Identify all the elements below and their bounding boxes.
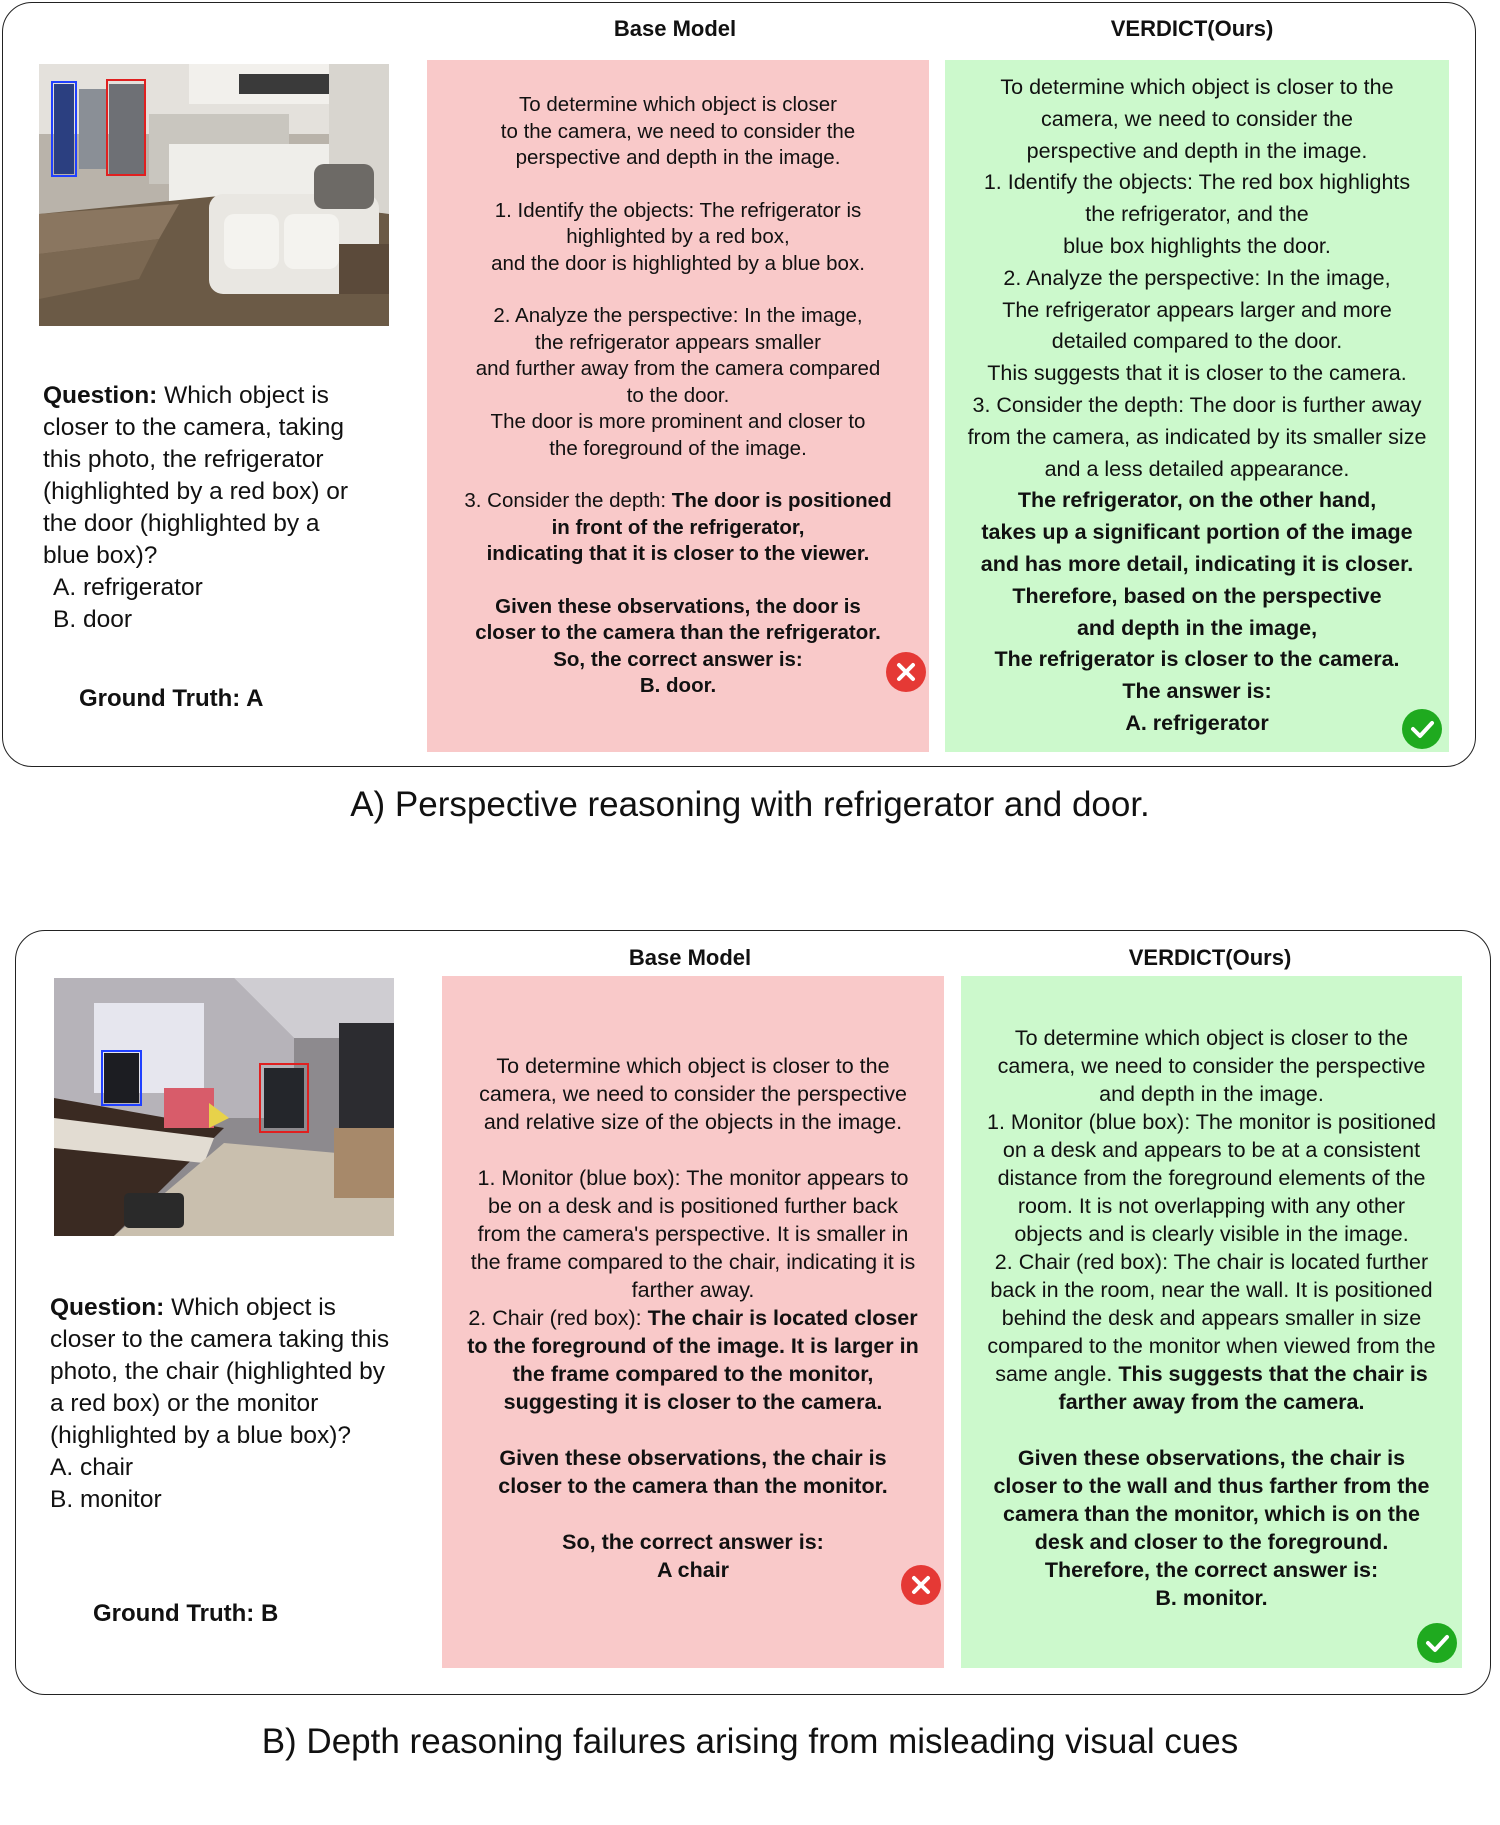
panel-a-header-ours: VERDICT(Ours) (1110, 16, 1274, 41)
text-line: closer to the camera than the refrigerator. (475, 621, 881, 644)
text-line: on a desk and appears to be at a consistent (1002, 1138, 1421, 1162)
correct-check-icon (1402, 709, 1442, 749)
text-line: Given these observations, the chair is (499, 1446, 887, 1470)
panel-b-scene-image (54, 978, 394, 1236)
text-line: The chair is located closer (647, 1306, 918, 1330)
question-line: Which object is (157, 382, 329, 409)
question-line: (highlighted by a blue box)? (50, 1422, 352, 1449)
panel-b-header-base: Base Model (628, 945, 752, 970)
text-line: 2. Chair (red box): The chair is located further (994, 1250, 1429, 1274)
panel-a-scene-image (39, 64, 389, 326)
text-line: To determine which object is closer (519, 93, 837, 116)
question-label: Question: (50, 1294, 165, 1321)
text-line: camera, we need to consider the perspective (479, 1082, 907, 1106)
text-line: The refrigerator appears larger and more (1002, 297, 1392, 322)
text-line: closer to the wall and thus farther from the (993, 1474, 1430, 1498)
text-line: in front of the refrigerator, (551, 515, 805, 539)
text-line: perspective and depth in the image. (1026, 138, 1368, 163)
question-line: blue box)? (43, 542, 158, 569)
text-line: B. monitor. (1155, 1586, 1268, 1610)
text-line: from the camera, as indicated by its smaller size (967, 424, 1427, 449)
text-line: 2. Chair (red box): (468, 1306, 648, 1330)
panel-b-verdict-answer (961, 976, 1462, 1668)
text-line: behind the desk and appears smaller in size (1001, 1306, 1422, 1330)
question-line: closer to the camera, taking (43, 414, 344, 441)
text-line: This suggests that it is closer to the camera. (987, 361, 1407, 386)
text-line: distance from the foreground elements of the (997, 1166, 1426, 1190)
panel-b-ground-truth: Ground Truth: B (93, 1600, 279, 1627)
panel-a-base-model-answer (427, 60, 929, 752)
text-line: The refrigerator is closer to the camera. (994, 647, 1400, 672)
question-line: (highlighted by a red box) or (43, 478, 349, 505)
text-line: the foreground of the image. (549, 436, 807, 460)
text-line: and depth in the image, (1076, 615, 1318, 640)
text-line: To determine which object is closer to the (496, 1054, 890, 1078)
text-line: 1. Identify the objects: The refrigerator is (494, 198, 862, 222)
text-line: and relative size of the objects in the image. (483, 1110, 903, 1134)
option-b: B. monitor (50, 1486, 162, 1513)
panel-a-verdict-answer (945, 60, 1449, 752)
text-line: 1. Identify the objects: The red box highlights (983, 170, 1411, 195)
question-line: this photo, the refrigerator (43, 446, 324, 473)
text-line: the refrigerator, and the (1085, 202, 1309, 227)
text-line: 1. Monitor (blue box): The monitor appears to (477, 1166, 909, 1190)
text-line: farther away. (631, 1278, 755, 1302)
text-line: B. door. (639, 674, 717, 697)
text-line: This suggests that the chair is (1118, 1362, 1428, 1386)
correct-check-icon (1417, 1623, 1457, 1663)
panel-a-ground-truth: Ground Truth: A (79, 685, 264, 712)
option-a: A. chair (50, 1454, 134, 1481)
text-line: room. It is not overlapping with any other (1017, 1194, 1406, 1218)
text-line: 3. Consider the depth: (464, 489, 672, 512)
text-line: The refrigerator, on the other hand, (1017, 488, 1377, 513)
text-line: compared to the monitor when viewed from the (987, 1334, 1436, 1358)
text-line: A. refrigerator (1125, 710, 1269, 735)
text-line: highlighted by a red box, (566, 225, 790, 248)
option-b: B. door (53, 606, 132, 633)
panel-a-caption: A) Perspective reasoning with refrigerator and door. (350, 785, 1150, 824)
question-line: closer to the camera taking this (50, 1326, 390, 1353)
text-line: perspective and depth in the image. (515, 146, 841, 169)
text-line: the frame compared to the monitor, (512, 1362, 874, 1386)
text-line: A chair (656, 1558, 730, 1582)
panel-a-header-base: Base Model (613, 16, 737, 41)
text-line: The answer is: (1122, 679, 1272, 704)
text-line: and depth in the image. (1099, 1082, 1324, 1106)
text-line: same angle. (995, 1362, 1119, 1386)
option-a: A. refrigerator (53, 574, 203, 601)
text-line: camera, we need to consider the (1041, 106, 1353, 131)
text-line: To determine which object is closer to the (1000, 75, 1394, 99)
text-line: blue box highlights the door. (1063, 233, 1331, 258)
text-line: camera, we need to consider the perspective (997, 1054, 1426, 1078)
text-line: to the camera, we need to consider the (500, 119, 856, 143)
wrong-x-icon (901, 1565, 941, 1605)
wrong-x-icon (886, 652, 926, 692)
text-line: to the foreground of the image. It is larger in (467, 1334, 919, 1358)
text-line: Therefore, based on the perspective (1012, 583, 1382, 608)
text-line: The door is positioned (671, 489, 892, 512)
text-line: detailed compared to the door. (1051, 329, 1343, 354)
text-line: indicating that it is closer to the viewer. (486, 542, 870, 565)
question-line: the door (highlighted by a (43, 510, 320, 537)
text-line: closer to the camera than the monitor. (498, 1474, 888, 1498)
text-line: So, the correct answer is: (553, 647, 803, 671)
text-line: from the camera's perspective. It is smaller in (477, 1222, 909, 1246)
text-line: camera than the monitor, which is on the (1003, 1502, 1420, 1526)
text-line: suggesting it is closer to the camera. (503, 1390, 883, 1414)
panel-b-header-ours: VERDICT(Ours) (1128, 945, 1292, 970)
question-line: photo, the chair (highlighted by (50, 1358, 386, 1385)
text-line: desk and closer to the foreground. (1034, 1530, 1389, 1554)
text-line: 1. Monitor (blue box): The monitor is positioned (987, 1110, 1436, 1134)
text-line: and a less detailed appearance. (1044, 456, 1350, 481)
text-line: To determine which object is closer to the (1014, 1026, 1409, 1050)
text-line: Therefore, the correct answer is: (1044, 1558, 1379, 1582)
question-line: a red box) or the monitor (50, 1390, 319, 1417)
panel-b-base-model-answer (442, 976, 944, 1668)
text-line: takes up a significant portion of the image (981, 520, 1413, 545)
panel-b-question (50, 1292, 430, 1516)
text-line: 3. Consider the depth: The door is further away (972, 392, 1422, 417)
panel-a-question (43, 380, 403, 636)
panel-b-caption: B) Depth reasoning failures arising from misleading visual cues (261, 1722, 1239, 1761)
text-line: back in the room, near the wall. It is positioned (990, 1278, 1433, 1302)
question-line: Which object is (164, 1294, 336, 1321)
text-line: Given these observations, the door is (495, 594, 861, 618)
text-line: the frame compared to the chair, indicating it is (470, 1250, 916, 1274)
text-line: and has more detail, indicating it is closer. (980, 551, 1414, 576)
text-line: The door is more prominent and closer to (490, 410, 866, 433)
text-line: to the door. (626, 383, 730, 407)
text-line: farther away from the camera. (1058, 1390, 1365, 1414)
text-line: 2. Analyze the perspective: In the image, (493, 304, 863, 327)
text-line: Given these observations, the chair is (1017, 1446, 1406, 1470)
text-line: 2. Analyze the perspective: In the image, (1003, 265, 1391, 290)
text-line: be on a desk and is positioned further back (488, 1194, 898, 1218)
text-line: the refrigerator appears smaller (535, 330, 821, 354)
text-line: objects and is clearly visible in the image. (1014, 1222, 1409, 1246)
text-line: So, the correct answer is: (562, 1530, 824, 1554)
question-label: Question: (43, 382, 158, 409)
text-line: and further away from the camera compared (475, 357, 881, 380)
text-line: and the door is highlighted by a blue box. (491, 251, 865, 275)
